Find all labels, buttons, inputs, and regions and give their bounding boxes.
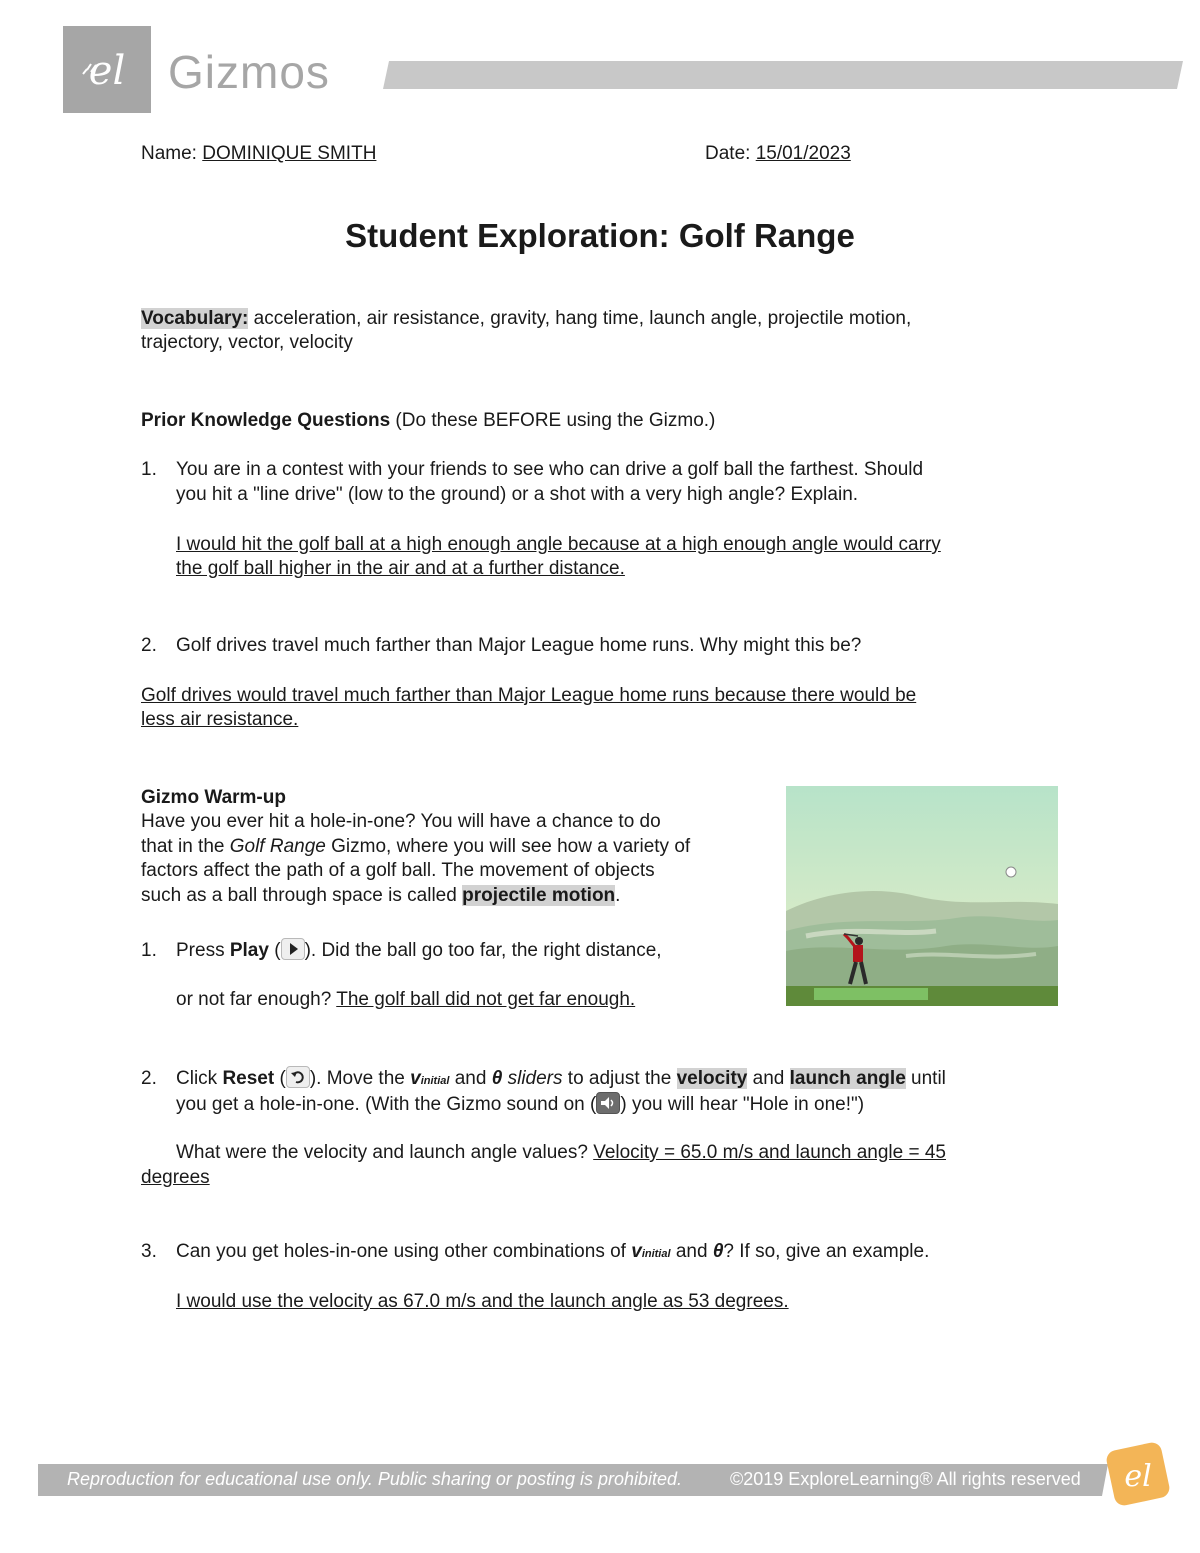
warmup-q2-question: What were the velocity and launch angle values? xyxy=(176,1142,594,1163)
footer-disclaimer: Reproduction for educational use only. Public sharing or posting is prohibited. xyxy=(67,1469,683,1489)
date-field xyxy=(705,142,851,166)
warmup-p4-a: such as a ball through space is called xyxy=(141,885,463,906)
sound-icon xyxy=(596,1092,620,1114)
explorelearning-badge-icon xyxy=(1102,1440,1174,1510)
reset-label: Reset xyxy=(222,1068,275,1089)
warmup-q1-line-1 xyxy=(141,938,662,963)
warmup-q3-answer: I would use the velocity as 67.0 m/s and the launch angle as 53 degrees. xyxy=(176,1291,789,1312)
vocabulary-line-1 xyxy=(141,307,911,331)
prior-q1-answer-2: the golf ball higher in the air and at a further distance. xyxy=(176,558,625,579)
name-field xyxy=(141,142,376,166)
warmup-q3-b: and xyxy=(670,1241,713,1262)
v-symbol-2: v xyxy=(631,1241,642,1262)
warmup-q2-d: ). Move the xyxy=(309,1068,411,1089)
warmup-q1-d: ). Did the ball go too far, the right distance, xyxy=(304,940,662,961)
warmup-q2-answer-2: degrees xyxy=(141,1167,210,1188)
warmup-q3-a: Can you get holes-in-one using other combinations of xyxy=(176,1241,632,1262)
warmup-q2-line2a: you get a hole-in-one. (With the Gizmo sound on ( xyxy=(176,1094,597,1115)
warmup-q2-i: and xyxy=(747,1068,790,1089)
warmup-q1-line2-text: or not far enough? xyxy=(176,989,337,1010)
sliders-term: sliders xyxy=(502,1068,563,1089)
warmup-paragraph-3: factors affect the path of a golf ball. The movement of objects xyxy=(141,860,655,881)
vocabulary-line-2: trajectory, vector, velocity xyxy=(141,332,353,353)
warmup-q2-number: 2. xyxy=(141,1068,157,1089)
warmup-q2-line-3 xyxy=(176,1141,946,1165)
warmup-p2-c: Gizmo, where you will see how a variety of xyxy=(325,836,691,857)
golf-range-name: Golf Range xyxy=(229,836,326,857)
explorelearning-logo xyxy=(63,26,151,113)
prior-q1-answer-1: I would hit the golf ball at a high enough angle because at a high enough angle would carry xyxy=(176,534,941,555)
date-value: 15/01/2023 xyxy=(755,143,851,164)
svg-text:el: el xyxy=(88,48,126,94)
warmup-q2-a: Click xyxy=(176,1068,223,1089)
prior-q1-line-1 xyxy=(141,458,923,482)
page-title: Student Exploration: Golf Range xyxy=(345,217,855,254)
explorelearning-el-icon xyxy=(63,26,151,113)
warmup-paragraph-4 xyxy=(141,884,620,908)
warmup-p4-c: . xyxy=(615,885,621,906)
warmup-q3-c: ? If so, give an example. xyxy=(723,1241,930,1262)
warmup-q3-number: 3. xyxy=(141,1241,157,1262)
velocity-term: velocity xyxy=(676,1068,748,1089)
warmup-q2-line-1 xyxy=(141,1066,946,1093)
warmup-q2-line2b: ) you will hear "Hole in one!") xyxy=(620,1094,865,1115)
warmup-q1-answer: The golf ball did not get far enough. xyxy=(336,989,636,1010)
prior-q2-number: 2. xyxy=(141,635,157,656)
svg-text:el: el xyxy=(1124,1459,1152,1494)
warmup-heading: Gizmo Warm-up xyxy=(141,787,286,808)
warmup-p2-a: that in the xyxy=(141,836,230,857)
vocabulary-label: Vocabulary: xyxy=(141,308,249,329)
theta-symbol: θ xyxy=(491,1068,503,1089)
name-label: Name: xyxy=(141,143,197,164)
prior-heading-note: (Do these BEFORE using the Gizmo.) xyxy=(390,410,716,431)
warmup-q1-c: ( xyxy=(268,940,281,961)
footer-copyright: ©2019 ExploreLearning® All rights reserved xyxy=(730,1469,1081,1489)
warmup-q1-line-2 xyxy=(176,988,635,1012)
name-value: DOMINIQUE SMITH xyxy=(202,143,377,164)
prior-q1-text-1: You are in a contest with your friends to see who can drive a golf ball the farthest. Should xyxy=(176,459,924,480)
v-symbol: v xyxy=(410,1068,421,1089)
warmup-q2-k: until xyxy=(905,1068,946,1089)
prior-q1-line-2: you hit a "line drive" (low to the ground) or a shot with a very high angle? Explain. xyxy=(176,484,859,505)
vocabulary-text-1: acceleration, air resistance, gravity, hang time, launch angle, projectile motion, xyxy=(248,308,912,329)
play-label: Play xyxy=(229,940,269,961)
golf-range-image xyxy=(786,786,1058,1006)
warmup-paragraph-2 xyxy=(141,835,690,859)
prior-q2-answer-1: Golf drives would travel much farther than Major League home runs because there would be xyxy=(141,685,917,706)
warmup-q3-line-1 xyxy=(141,1240,929,1266)
play-icon xyxy=(281,938,305,960)
date-label: Date: xyxy=(705,143,751,164)
warmup-paragraph-1: Have you ever hit a hole-in-one? You will have a chance to do xyxy=(141,811,661,832)
launch-angle-term: launch angle xyxy=(789,1068,906,1089)
warmup-q2-e: and xyxy=(449,1068,492,1089)
projectile-motion-term: projectile motion xyxy=(462,885,616,906)
v-subscript-2: initial xyxy=(641,1248,671,1260)
v-subscript: initial xyxy=(420,1075,450,1087)
prior-q2-line-1 xyxy=(141,634,861,658)
warmup-q1-a: Press xyxy=(176,940,230,961)
warmup-q2-answer-1: Velocity = 65.0 m/s and launch angle = 45 xyxy=(593,1142,947,1163)
warmup-q2-g: to adjust the xyxy=(562,1068,677,1089)
gizmos-logo-text: Gizmos xyxy=(168,46,330,98)
warmup-q1-number: 1. xyxy=(141,940,157,961)
prior-q2-answer-2: less air resistance. xyxy=(141,709,299,730)
reset-icon xyxy=(286,1066,310,1088)
prior-q2-text: Golf drives travel much farther than Major League home runs. Why might this be? xyxy=(176,635,862,656)
warmup-q2-c: ( xyxy=(274,1068,286,1089)
prior-heading-text: Prior Knowledge Questions xyxy=(141,410,391,431)
header-bar xyxy=(383,61,1183,89)
prior-knowledge-heading xyxy=(141,409,715,433)
prior-q1-number: 1. xyxy=(141,459,157,480)
warmup-q2-line-2 xyxy=(176,1092,864,1117)
theta-symbol-2: θ xyxy=(712,1241,724,1262)
